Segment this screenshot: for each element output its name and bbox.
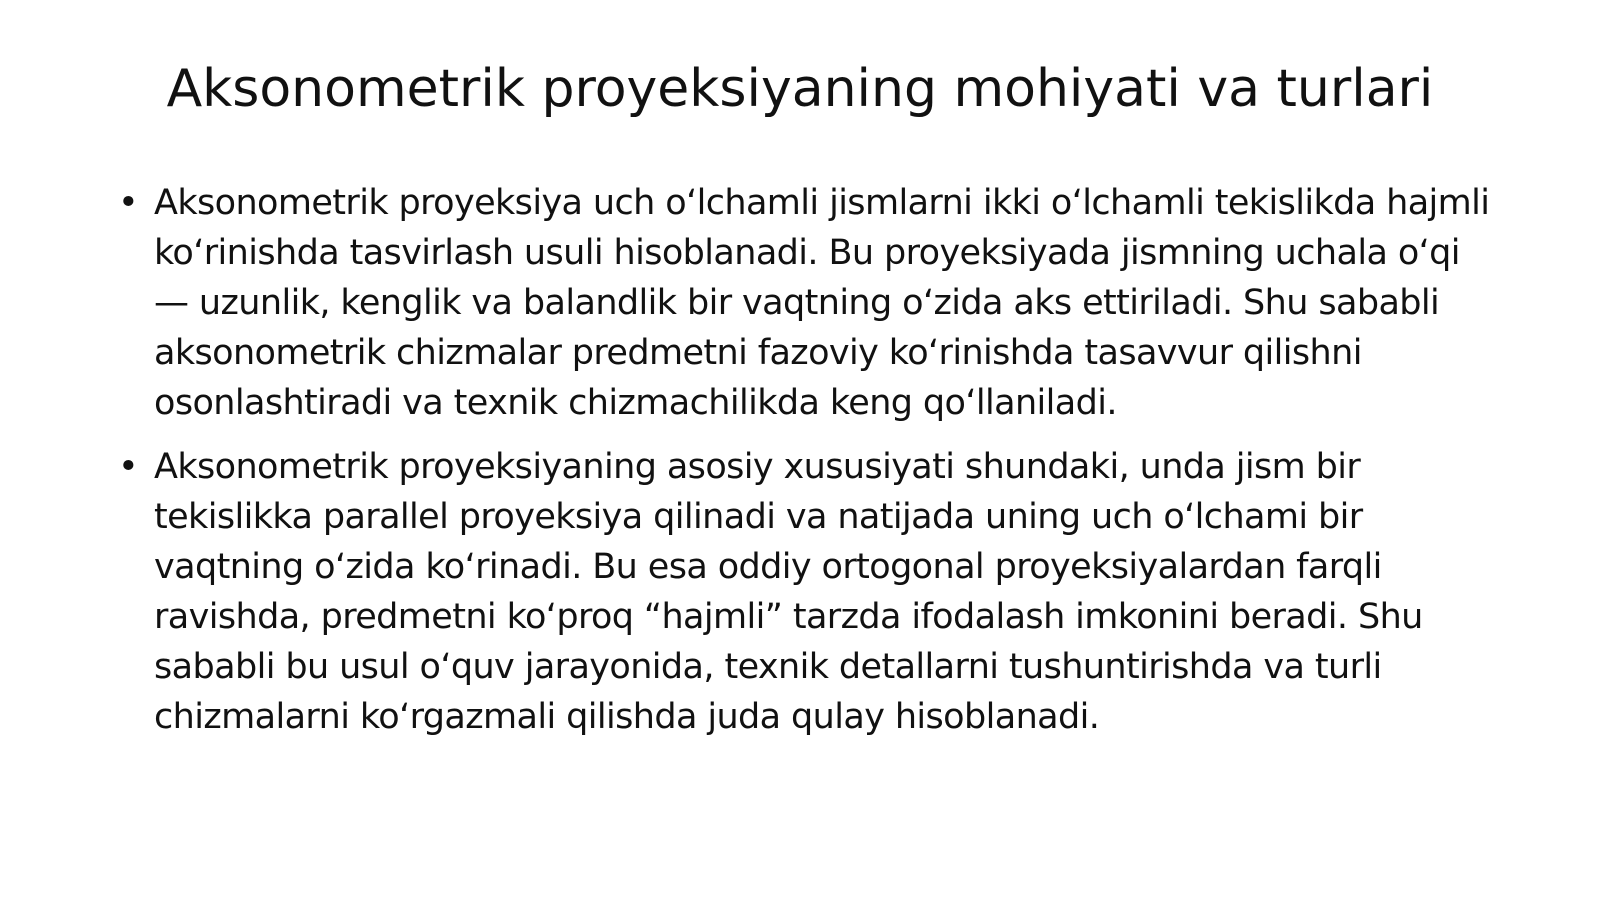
bullet-list (118, 178, 1498, 756)
bullet-item (118, 178, 1498, 428)
bullet-text: Aksonometrik proyeksiya uch oʻlchamli jismlarni ikki oʻlchamli tekislikda hajmli koʻrinishda tasvirlash usuli hisoblanadi. Bu proyeksiyada jismning uchala oʻqi — uzunlik, kenglik va balandlik bir vaqtning oʻzida aks ettiriladi. Shu sababli aksonometrik chizmalar predmetni fazoviy koʻrinishda tasavvur qilishni osonlashtiradi va texnik chizmachilikda keng qoʻllaniladi. (154, 183, 1490, 423)
bullet-text: Aksonometrik proyeksiyaning asosiy xususiyati shundaki, unda jism bir tekislikka parallel proyeksiya qilinadi va natijada uning uch oʻlchami bir vaqtning oʻzida koʻrinadi. Bu esa oddiy ortogonal proyeksiyalardan farqli ravishda, predmetni koʻproq “hajmli” tarzda ifodalash imkonini beradi. Shu sababli bu usul oʻquv jarayonida, texnik detallarni tushuntirishda va turli chizmalarni koʻrgazmali qilishda juda qulay hisoblanadi. (154, 447, 1423, 737)
slide-title: Aksonometrik proyeksiyaning mohiyati va turlari (166, 59, 1434, 119)
bullet-marker: • (118, 183, 139, 223)
bullet-marker: • (118, 447, 139, 487)
bullet-item (118, 442, 1498, 742)
